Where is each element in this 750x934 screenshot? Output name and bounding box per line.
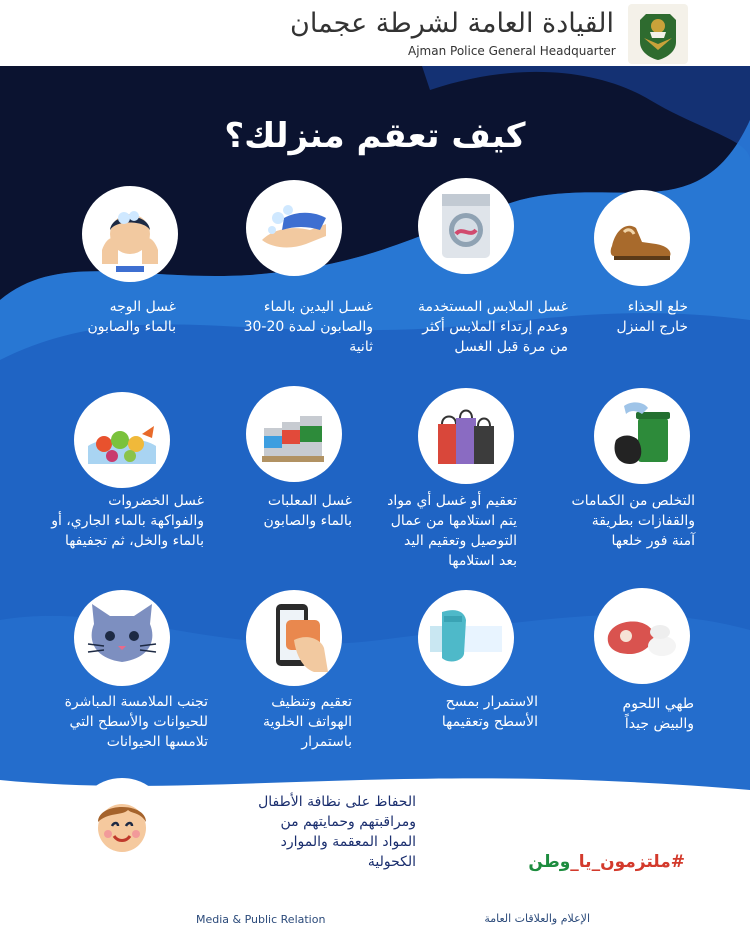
hashtag-word-2: يا xyxy=(578,852,592,872)
ajman-police-emblem-icon xyxy=(628,4,688,64)
shopping-bags-icon xyxy=(418,388,514,484)
child-face-icon xyxy=(74,778,170,874)
caption-line: من مرة قبل الغسل xyxy=(454,339,568,355)
footer-english: Media & Public Relation xyxy=(196,913,326,926)
trash-bin-icon xyxy=(594,388,690,484)
canned-goods-icon xyxy=(246,386,342,482)
caption-line: خارج المنزل xyxy=(616,319,688,335)
caption-line: المواد المعقمة والموارد xyxy=(280,834,416,850)
caption-line: آمنة فور خلعها xyxy=(611,533,695,549)
org-name-english: Ajman Police General Headquarter xyxy=(408,44,616,58)
caption-line: وعدم إرتداء الملابس أكثر xyxy=(422,319,568,335)
caption-line: خلع الحذاء xyxy=(627,299,688,315)
caption-line: والصابون لمدة 20-30 xyxy=(243,319,373,335)
phone-cleaning-icon xyxy=(246,590,342,686)
shoes-icon xyxy=(594,190,690,286)
page-title: كيف تعقم منزلك؟ xyxy=(224,116,526,156)
caption-line: بالماء والخل، ثم تجفيفها xyxy=(64,533,204,549)
org-name-arabic: القيادة العامة لشرطة عجمان xyxy=(290,8,614,39)
caption-line: ومراقبتهم وحمايتهم من xyxy=(280,814,416,830)
caption-line: طهي اللحوم xyxy=(622,696,694,712)
vegetables-icon xyxy=(74,392,170,488)
caption-line: غسـل اليدين بالماء xyxy=(263,299,373,315)
washing-machine-icon xyxy=(418,178,514,274)
caption-line: الهواتف الخلوية xyxy=(262,714,352,730)
caption-line: بالماء والصابون xyxy=(87,319,176,335)
caption-line: والبيض جيداً xyxy=(624,716,694,732)
hashtag-separator: _ xyxy=(570,852,579,872)
face-washing-icon xyxy=(82,186,178,282)
footer-bar xyxy=(0,908,750,934)
surface-cleaning-icon xyxy=(418,590,514,686)
footer-arabic: الإعلام والعلاقات العامة xyxy=(484,912,590,925)
caption-line: غسل المعلبات xyxy=(267,493,352,509)
hashtag-separator: _ xyxy=(591,852,601,872)
caption-line: الحفاظ على نظافة الأطفال xyxy=(258,794,416,810)
caption-line: بعد استلامها xyxy=(448,553,517,569)
meat-eggs-icon xyxy=(594,588,690,684)
hashtag-word-1: ملتزمون xyxy=(600,852,671,872)
caption-line: غسل الملابس المستخدمة xyxy=(417,299,568,315)
caption-line: بالماء والصابون xyxy=(263,513,352,529)
caption-line: تجنب الملامسة المباشرة xyxy=(64,694,208,710)
caption-line: يتم استلامها من عمال xyxy=(390,513,517,529)
hashtag xyxy=(505,852,685,872)
caption-line: والفواكهة بالماء الجاري، أو xyxy=(51,513,204,529)
caption-line: باستمرار xyxy=(301,734,352,750)
caption-line: والقفازات بطريقة xyxy=(591,513,695,529)
hashtag-symbol: # xyxy=(670,852,685,872)
caption-line: تلامسها الحيوانات xyxy=(106,734,208,750)
caption-line: التوصيل وتعقيم اليد xyxy=(404,533,517,549)
caption-line: تعقيم أو غسل أي مواد xyxy=(387,493,517,509)
caption-line: ثانية xyxy=(349,339,373,355)
cat-icon xyxy=(74,590,170,686)
caption-line: غسل الوجه xyxy=(109,299,176,315)
caption-line: الأسطح وتعقيمها xyxy=(441,714,538,730)
caption-line: الاستمرار بمسح xyxy=(445,694,538,710)
hashtag-word-3: وطن xyxy=(528,852,571,872)
caption-line: غسل الخضروات xyxy=(108,493,204,509)
caption-line: الكحولية xyxy=(367,854,416,870)
caption-line: التخلص من الكمامات xyxy=(571,493,695,509)
caption-line: تعقيم وتنظيف xyxy=(271,694,352,710)
caption-line: للحيوانات والأسطح التي xyxy=(69,714,208,730)
hand-washing-icon xyxy=(246,180,342,276)
